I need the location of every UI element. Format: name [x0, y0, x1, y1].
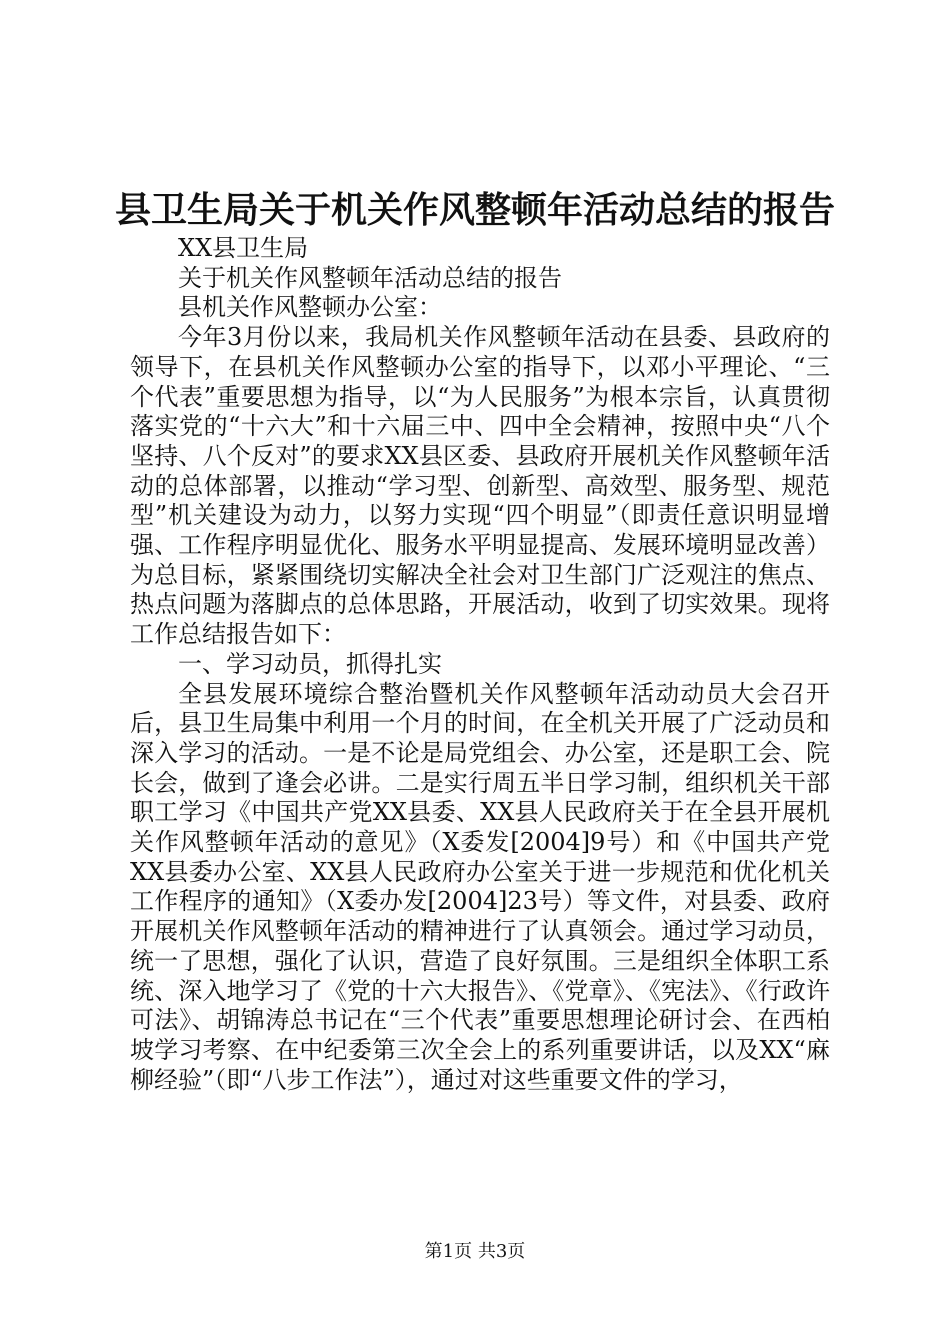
intro-paragraph: 今年3月份以来，我局机关作风整顿年活动在县委、县政府的领导下，在县机关作风整顿办公室的指导下，以邓小平理论、“三个代表”重要思想为指导，以“为人民服务”为根本宗旨，认真贯彻落实党的“十六大”和十六届三中、四中全会精神，按照中央“八个坚持、八个反对”的要求XX县区委、县政府开展机关作风整顿年活动的总体部署，以推动“学习型、创新型、高效型、服务型、规范型”机关建设为动力，以努力实现“四个明显”（即责任意识明显增强、工作程序明显优化、服务水平明显提高、发展环境明显改善）为总目标，紧紧围绕切实解决全社会对卫生部门广泛观注的焦点、热点问题为落脚点的总体思路，开展活动，收到了切实效果。现将工作总结报告如下： [130, 323, 830, 649]
section-heading: 一、学习动员，抓得扎实 [178, 649, 442, 678]
section-paragraph: 全县发展环境综合整治暨机关作风整顿年活动动员大会召开后，县卫生局集中利用一个月的时间，在全机关开展了广泛动员和深入学习的活动。一是不论是局党组会、办公室，还是职工会、院长会，做到了逢会必讲。二是实行周五半日学习制，组织机关干部职工学习《中国共产党XX县委、XX县人民政府关于在全县开展机关作风整顿年活动的意见》（X委发[2004]9号）和《中国共产党XX县委办公室、XX县人民政府办公室关于进一步规范和优化机关工作程序的通知》（X委办发[2004]23号）等文件，对县委、政府开展机关作风整顿年活动的精神进行了认真领会。通过学习动员，统一了思想，强化了认识，营造了良好氛围。三是组织全体职工系统、深入地学习了《党的十六大报告》、《党章》、《宪法》、《行政许可法》、胡锦涛总书记在“三个代表”重要思想理论研讨会、在西柏坡学习考察、在中纪委第三次全会上的系列重要讲话，以及XX“麻柳经验”（即“八步工作法”），通过对这些重要文件的学习， [130, 679, 830, 1094]
document-body [130, 234, 830, 1095]
sender-line: XX县卫生局 [178, 234, 309, 262]
document-title: 县卫生局关于机关作风整顿年活动总结的报告 [114, 189, 835, 231]
page-footer: 第1页 共3页 [424, 1241, 526, 1262]
recipient-line: 县机关作风整顿办公室： [178, 293, 442, 322]
subtitle-line: 关于机关作风整顿年活动总结的报告 [178, 263, 562, 292]
